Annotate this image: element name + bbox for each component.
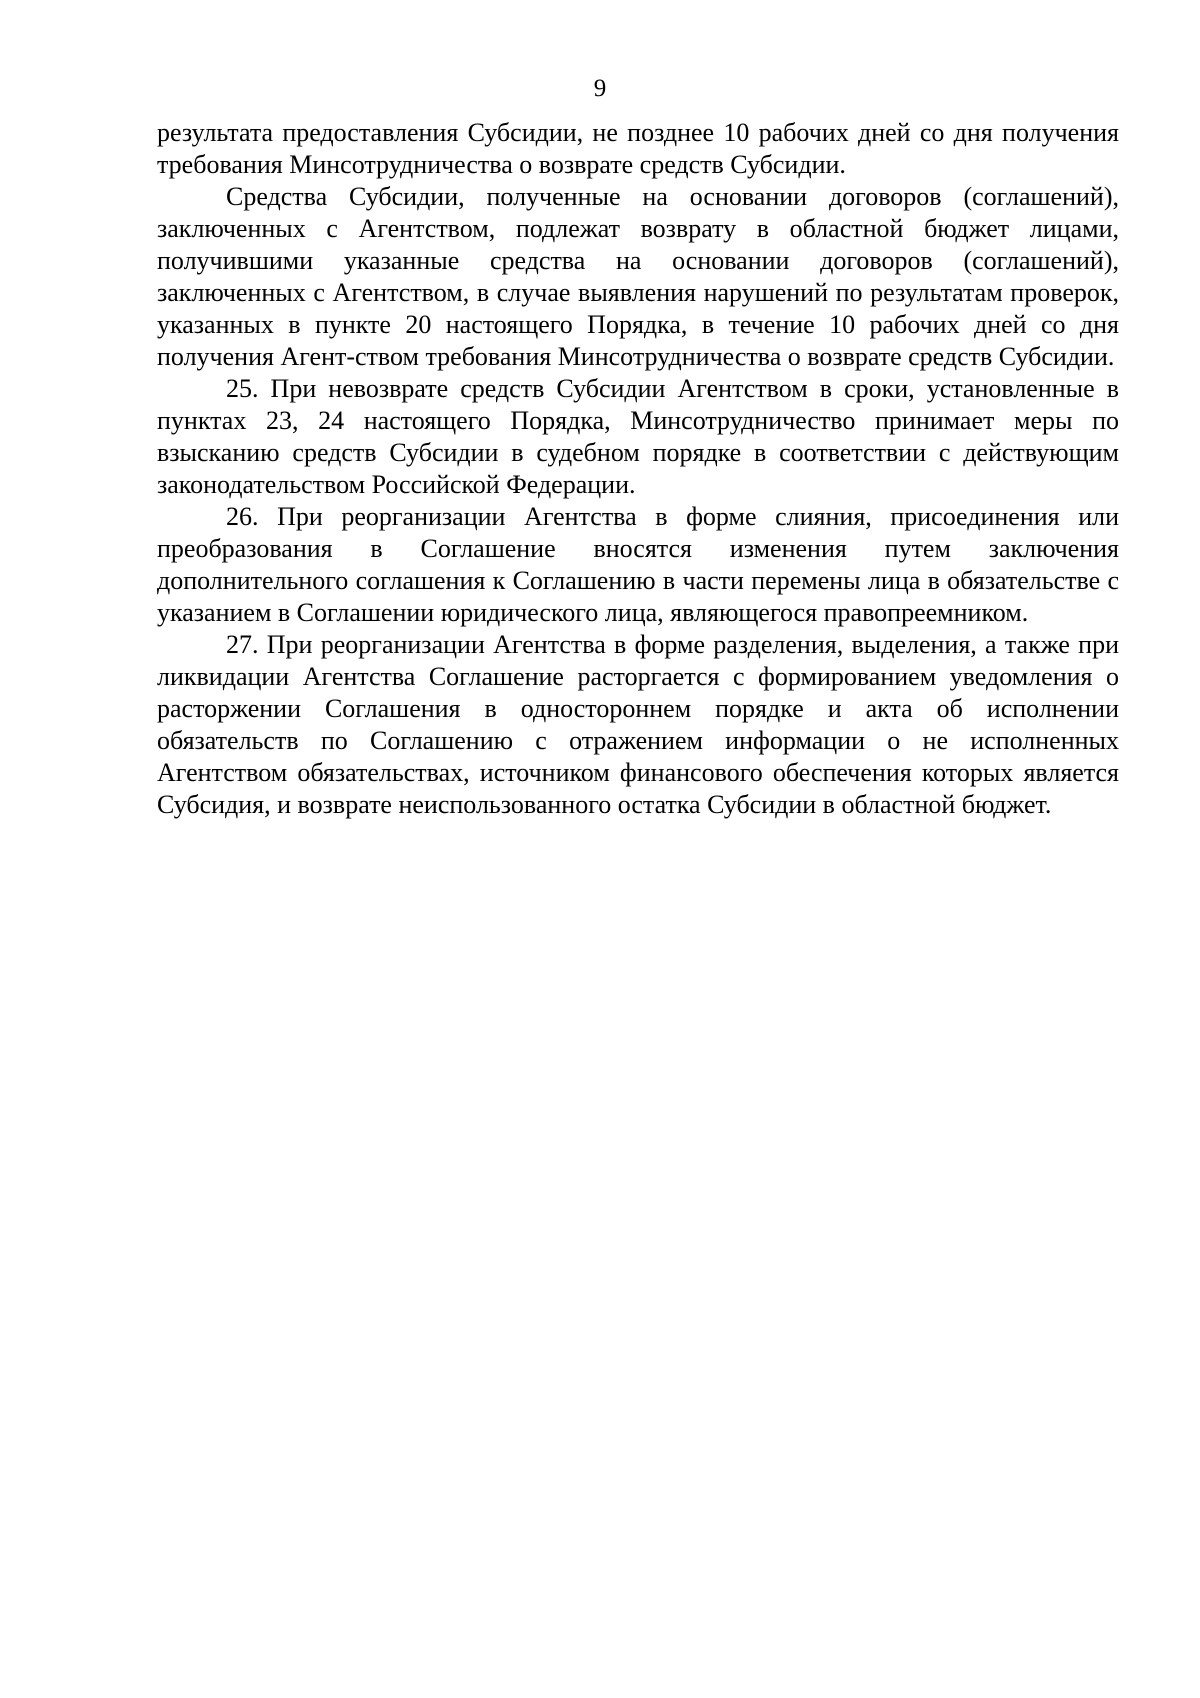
paragraph-continuation: результата предоставления Субсидии, не позднее 10 рабочих дней со дня получения требования Минсотрудничества о возврате средств Субсидии. (157, 118, 1119, 179)
paragraph-item-26: 26. При реорганизации Агентства в форме слияния, присоединения или преобразования в Соглашение вносятся изменения путем заключения дополнительного соглашения к Соглашению в части перемены лица в обязательстве с указанием в Соглашении юридического лица, являющегося правопреемником. (157, 502, 1119, 627)
page-number: 9 (593, 75, 607, 102)
paragraph-item-27: 27. При реорганизации Агентства в форме разделения, выделения, а также при ликвидации Агентства Соглашение расторгается с формированием уведомления о расторжении Соглашения в одностороннем порядке и акта об исполнении обязательств по Соглашению с отражением информации о не исполненных Агентством обязательствах, источником финансового обеспечения которых является Субсидия, и возврате неиспользованного остатка Субсидии в областной бюджет. (157, 630, 1119, 819)
paragraph-subsidy-return-by-recipients: Средства Субсидии, полученные на основании договоров (соглашений), заключенных с Агентством, подлежат возврату в областной бюджет лицами, получившими указанные средства на основании договоров (соглашений), заключенных с Агентством, в случае выявления нарушений по результатам проверок, указанных в пункте 20 настоящего Порядка, в течение 10 рабочих дней со дня получения Агент-ством требования Минсотрудничества о возврате средств Субсидии. (157, 182, 1119, 371)
document-body (157, 117, 1119, 821)
paragraph-item-25: 25. При невозврате средств Субсидии Агентством в сроки, установленные в пунктах 23, 24 настоящего Порядка, Минсотрудничество принимает меры по взысканию средств Субсидии в судебном порядке в соответствии с действующим законодательством Российской Федерации. (157, 374, 1119, 499)
